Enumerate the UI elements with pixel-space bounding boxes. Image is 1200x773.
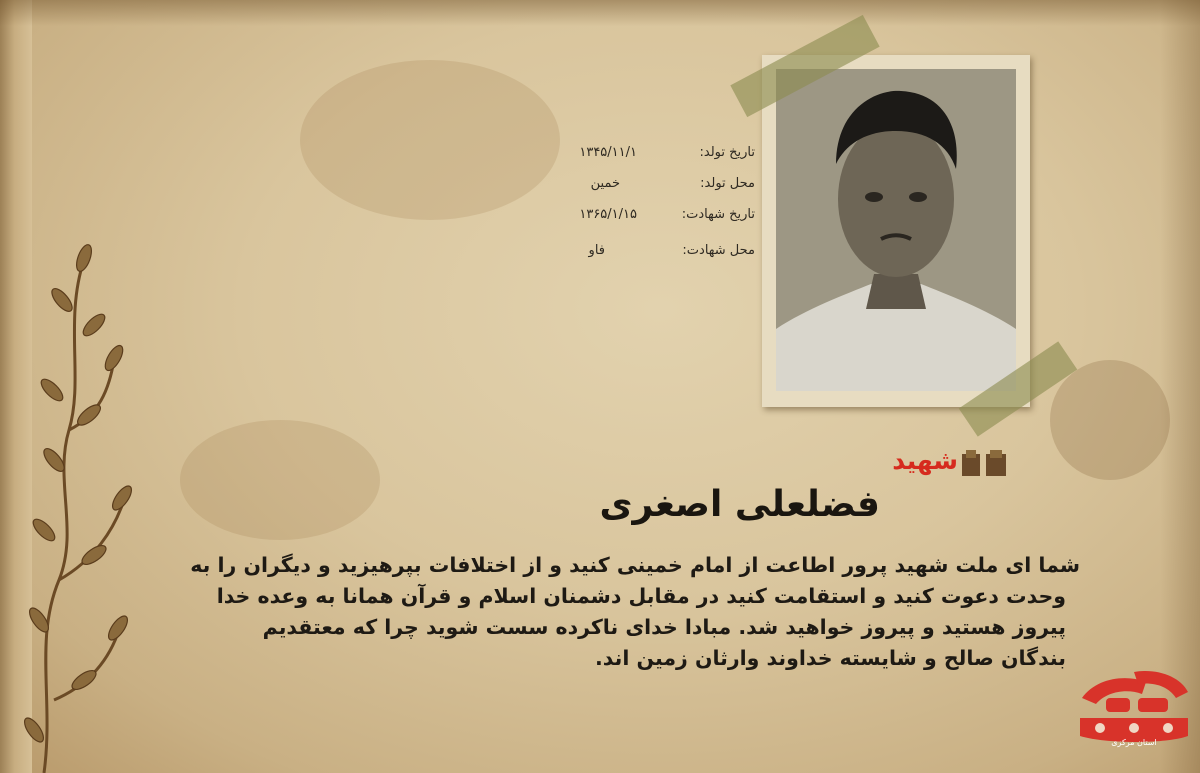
paper-stain <box>1050 360 1170 480</box>
info-value: ۱۳۶۵/۱/۱۵ <box>579 207 637 222</box>
portrait-silhouette-icon <box>776 69 1016 391</box>
vine-decoration-icon <box>14 230 164 773</box>
martyr-name: فضلعلی اصغری <box>599 484 880 525</box>
portrait-photo <box>776 69 1016 391</box>
info-value: خمین <box>590 176 620 191</box>
info-label: تاریخ تولد: <box>699 145 755 160</box>
info-row-martyrdom-date <box>540 207 755 231</box>
paper-stain <box>180 420 380 540</box>
martyr-label: شهید <box>892 446 958 475</box>
info-value: ۱۳۴۵/۱۱/۱ <box>579 145 637 160</box>
info-label: تاریخ شهادت: <box>681 207 755 222</box>
info-value: فاو <box>588 243 605 258</box>
testament-quote <box>150 550 1080 674</box>
portrait-frame <box>762 55 1030 407</box>
info-label: محل شهادت: <box>682 243 755 258</box>
quote-line: شما ای ملت شهید پرور اطاعت از امام خمینی کنید و از اختلافات بپرهیزید و دیگران را به <box>190 553 1080 577</box>
info-row-birth-date <box>540 145 755 169</box>
logo-subtitle: استان مرکزی <box>1111 738 1157 747</box>
page-edge-shadow <box>1160 0 1200 773</box>
info-label: محل تولد: <box>700 176 755 191</box>
martyr-badge-icon <box>958 446 1010 480</box>
quote-line: بندگان صالح و شایسته خداوند وارثان زمین اند. <box>595 646 1066 670</box>
quote-line: پیروز هستید و پیروز خواهید شد. مبادا خدای ناکرده سست شوید چرا که معتقدیم <box>262 615 1066 639</box>
info-row-martyrdom-place <box>540 243 755 267</box>
page-top-shadow <box>0 0 1200 26</box>
quote-line: وحدت دعوت کنید و استقامت کنید در مقابل دشمنان اسلام و قرآن همانا به وعده خدا <box>216 584 1066 608</box>
info-row-birth-place <box>540 176 755 200</box>
paper-stain <box>300 60 560 220</box>
